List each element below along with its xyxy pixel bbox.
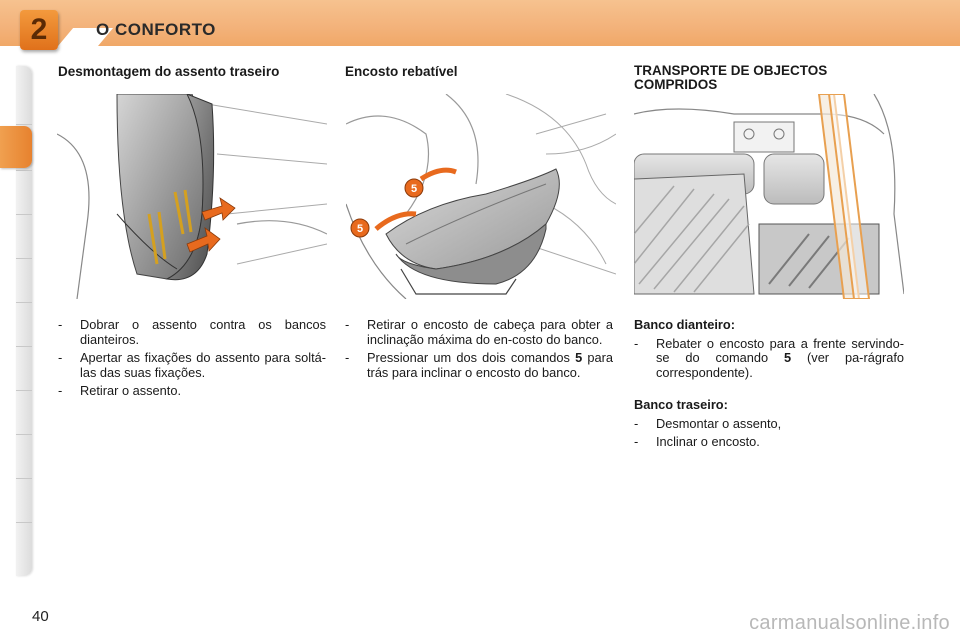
callout-5-lower: 5: [356, 223, 364, 235]
long-objects-drawing: [634, 94, 904, 299]
list-item: - Rebater o encosto para a frente servindo-se do comando 5 (ver pa-rágrafo correspondente).: [634, 335, 904, 380]
illustration-rear-seat-removal: [57, 94, 327, 299]
chapter-number-badge: 2: [20, 10, 58, 50]
spacer: [634, 384, 904, 398]
instructions-seat-removal: [58, 318, 326, 403]
side-tab-divider: [16, 214, 32, 215]
page-number: 40: [32, 608, 49, 625]
side-tab-divider: [16, 170, 32, 171]
list-item: - Inclinar o encosto.: [634, 434, 760, 449]
seat-removal-drawing: [57, 94, 327, 299]
command-reference: 5: [784, 350, 792, 365]
side-tab-divider: [16, 434, 32, 435]
side-tab-divider: [16, 346, 32, 347]
section-title-long-objects: TRANSPORTE DE OBJECTOS COMPRIDOS: [634, 63, 828, 92]
chapter-title: O CONFORTO: [96, 20, 216, 39]
watermark[interactable]: carmanualsonline.info: [749, 612, 950, 634]
side-tab-divider: [16, 302, 32, 303]
command-reference: 5: [575, 350, 583, 365]
side-tab-divider: [16, 258, 32, 259]
front-seat-heading: Banco dianteiro:: [634, 317, 735, 332]
side-tab-divider: [16, 124, 32, 125]
section-title-seat-removal: Desmontagem do assento traseiro: [58, 64, 280, 79]
callout-5-upper: 5: [410, 183, 418, 195]
section-title-folding-backrest: Encosto rebatível: [345, 64, 458, 79]
instructions-folding-backrest: [345, 318, 613, 384]
side-tab-active[interactable]: [0, 126, 32, 168]
list-item: - Dobrar o assento contra os bancos dianteiros.: [58, 317, 326, 347]
illustration-folding-backrest: [346, 94, 616, 299]
list-item: - Retirar o assento.: [58, 383, 182, 398]
side-tab-divider: [16, 478, 32, 479]
side-chapter-tabs: [0, 66, 34, 576]
list-item: - Apertar as fixações do assento para soltá-las das suas fixações.: [58, 350, 326, 380]
illustration-long-objects: [634, 94, 904, 299]
side-tab-divider: [16, 522, 32, 523]
instructions-long-objects: [634, 318, 904, 454]
rear-seat-heading: Banco traseiro:: [634, 397, 728, 412]
list-item: - Retirar o encosto de cabeça para obter a inclinação máxima do en-costo do banco.: [345, 317, 613, 347]
list-item: - Desmontar o assento,: [634, 415, 782, 431]
side-tab-divider: [16, 390, 32, 391]
list-item: - Pressionar um dos dois comandos 5 para trás para inclinar o encosto do banco.: [345, 350, 613, 380]
folding-backrest-drawing: [346, 94, 616, 299]
